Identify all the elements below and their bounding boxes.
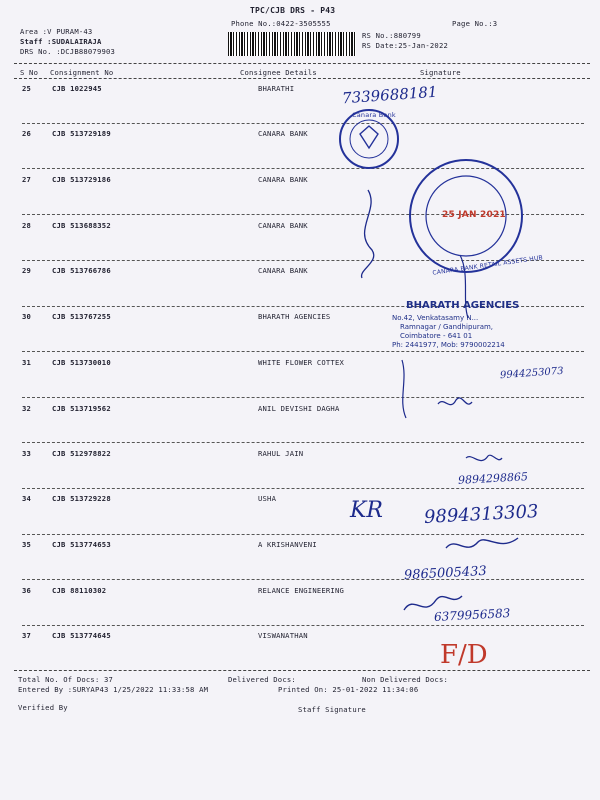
row-sno: 29	[22, 266, 32, 275]
row-consignee: CANARA BANK	[258, 221, 308, 230]
row-consignee: CANARA BANK	[258, 129, 308, 138]
row-consignment: CJB 513688352	[52, 221, 111, 230]
row-consignee: RELANCE ENGINEERING	[258, 586, 345, 595]
handwritten-phone: 6379956583	[433, 606, 511, 624]
row-sno: 25	[22, 84, 32, 93]
agency-address: No.42, Venkatasamy N...	[392, 314, 479, 322]
row-consignee: USHA	[258, 494, 277, 503]
col-sno: S No	[20, 68, 39, 77]
fd-mark: F/D	[440, 640, 488, 670]
printed-on: Printed On: 25-01-2022 11:34:06	[278, 685, 419, 694]
agency-address: Ramnagar / Gandhipuram,	[400, 323, 494, 331]
bank-stamp	[338, 108, 400, 170]
staff-label: Staff :SUDALAIRAJA	[20, 37, 102, 46]
row-consignment: CJB 512978822	[52, 449, 111, 458]
row-consignee: A KRISHANVENI	[258, 540, 317, 549]
handwritten-phone: 9894313303	[423, 501, 540, 528]
entered-by: Entered By :SURYAP43 1/25/2022 11:33:58 AM	[18, 685, 209, 694]
handwritten-phone: 9894298865	[457, 470, 529, 487]
row-sno: 30	[22, 312, 32, 321]
row-consignee: ANIL DEVISHI DAGHA	[258, 404, 340, 413]
handwritten-phone: 9865005433	[403, 563, 488, 584]
row-sno: 33	[22, 449, 32, 458]
row-consignment: CJB 513730010	[52, 358, 111, 367]
row-sno: 26	[22, 129, 32, 138]
row-consignee: WHITE FLOWER COTTEX	[258, 358, 345, 367]
row-sno: 35	[22, 540, 32, 549]
area-label: Area :V PURAM-43	[20, 27, 93, 36]
row-consignee: VISWANATHAN	[258, 631, 308, 640]
total-docs: Total No. Of Docs: 37	[18, 675, 114, 684]
row-sno: 36	[22, 586, 32, 595]
row-consignment: CJB 513774645	[52, 631, 111, 640]
row-sno: 28	[22, 221, 32, 230]
col-consignment: Consignment No	[50, 68, 114, 77]
row-consignment: CJB 513766786	[52, 266, 111, 275]
rs-number: RS No.:880799	[362, 31, 421, 40]
stamp-date: 25 JAN 2021	[442, 210, 506, 220]
row-sno: 34	[22, 494, 32, 503]
row-consignment: CJB 513729228	[52, 494, 111, 503]
drs-number: DRS No. :DCJB88079903	[20, 47, 116, 56]
rs-date: RS Date:25-Jan-2022	[362, 41, 449, 50]
row-sno: 31	[22, 358, 32, 367]
row-consignment: CJB 513729186	[52, 175, 111, 184]
row-consignee: RAHUL JAIN	[258, 449, 304, 458]
row-sno: 27	[22, 175, 32, 184]
row-consignee: BHARATHI	[258, 84, 295, 93]
staff-signature: Staff Signature	[298, 705, 366, 714]
agency-name: BHARATH AGENCIES	[406, 300, 520, 311]
stamp-hub-name: CANARA BANK RETAIL ASSETS HUB	[432, 254, 544, 277]
handwritten-phone: 9944253073	[499, 365, 564, 382]
row-consignment: CJB 513719562	[52, 404, 111, 413]
row-consignment: CJB 1022945	[52, 84, 102, 93]
handwritten-signature: KR	[350, 498, 383, 523]
non-delivered-docs: Non Delivered Docs:	[362, 675, 449, 684]
verified-by: Verified By	[18, 703, 68, 712]
row-consignee: CANARA BANK	[258, 266, 308, 275]
delivered-docs: Delivered Docs:	[228, 675, 296, 684]
row-sno: 32	[22, 404, 32, 413]
row-consignment: CJB 513774653	[52, 540, 111, 549]
row-consignment: CJB 88110302	[52, 586, 107, 595]
agency-address: Coimbatore - 641 01	[400, 332, 473, 340]
sheet-title: TPC/CJB DRS - P43	[250, 6, 336, 15]
col-signature: Signature	[420, 68, 461, 77]
agency-phone: Ph: 2441977, Mob: 9790002214	[392, 341, 505, 349]
row-consignee: CANARA BANK	[258, 175, 308, 184]
stamp-bank-name: Canara Bank	[352, 111, 396, 119]
phone-number: Phone No.:0422-3505555	[231, 19, 331, 28]
row-consignee: BHARATH AGENCIES	[258, 312, 331, 321]
hub-stamp	[408, 158, 544, 277]
col-consignee: Consignee Details	[240, 68, 317, 77]
page-number: Page No.:3	[452, 19, 498, 28]
row-sno: 37	[22, 631, 32, 640]
row-consignment: CJB 513729189	[52, 129, 111, 138]
row-consignment: CJB 513767255	[52, 312, 111, 321]
handwritten-phone: 7339688181	[341, 82, 438, 108]
